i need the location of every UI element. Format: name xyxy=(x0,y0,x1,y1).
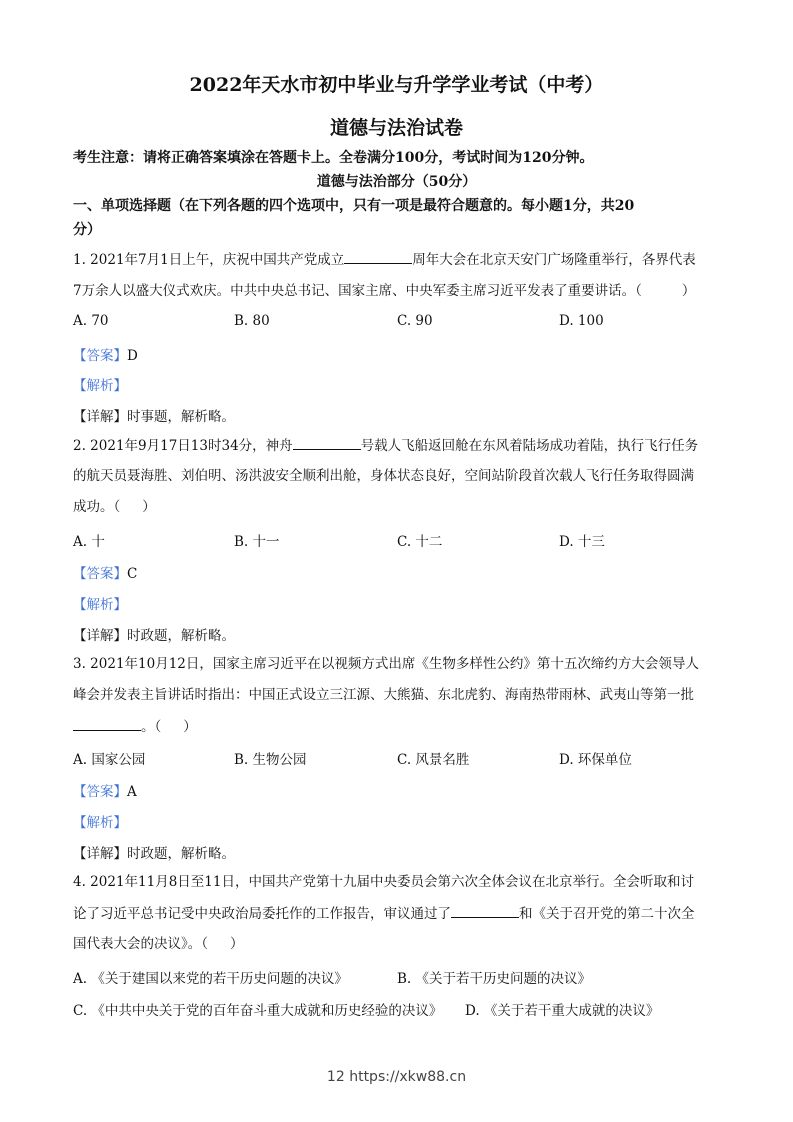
q1-option-b: B. 80 xyxy=(234,313,270,329)
q2-analysis: 【解析】 xyxy=(73,597,127,613)
question-2-line1: 2. 2021年9月17日13时34分，神舟 号载人飞船返回舱在东风着陆场成功着陆，执行飞行任务 xyxy=(73,438,699,454)
exam-subtitle: 道德与法治试卷 xyxy=(329,117,463,139)
answer-blank xyxy=(73,717,141,731)
footer-url[interactable]: https://xkw88.cn xyxy=(349,1069,467,1085)
page-footer xyxy=(0,1069,793,1085)
answer-blank xyxy=(344,250,412,264)
q1-option-a: A. 70 xyxy=(73,313,109,329)
q3-answer: 【答案】A xyxy=(73,784,137,800)
q2-option-b: B. 十一 xyxy=(234,534,280,550)
question-2-line3: 成功。（ ） xyxy=(73,499,156,515)
question-3-line3: 。（ ） xyxy=(73,717,733,736)
question-4-line1: 4. 2021年11月8日至11日，中国共产党第十九届中央委员会第六次全体会议在北京举行。全会听取和讨 xyxy=(73,874,694,890)
question-4-line3: 国代表大会的决议》。（ ） xyxy=(73,936,244,952)
q4-option-d: D. 《关于若干重大成就的决议》 xyxy=(465,1003,660,1019)
q2-option-c: C. 十二 xyxy=(397,534,443,550)
q2-option-a: A. 十 xyxy=(73,534,105,550)
question-4-line2: 论了习近平总书记受中央政治局委托作的工作报告，审议通过了 和《关于召开党的第二十次全 xyxy=(73,906,695,922)
part-heading-line1: 一、单项选择题（在下列各题的四个选项中，只有一项是最符合题意的。每小题1分，共20 xyxy=(73,198,635,214)
answer-blank xyxy=(451,904,519,918)
q1-analysis: 【解析】 xyxy=(73,378,127,394)
exam-title: 2022年天水市初中毕业与升学学业考试（中考） xyxy=(189,74,604,96)
q3-detail: 【详解】时政题，解析略。 xyxy=(73,846,235,862)
q1-answer: 【答案】D xyxy=(73,348,138,364)
q1-option-c: C. 90 xyxy=(397,313,433,329)
q3-option-a: A. 国家公园 xyxy=(73,752,146,768)
q2-option-d: D. 十三 xyxy=(559,534,605,550)
q4-option-a: A. 《关于建国以来党的若干历史问题的决议》 xyxy=(73,971,348,987)
q3-option-d: D. 环保单位 xyxy=(559,752,632,768)
question-1-line1: 1. 2021年7月1日上午，庆祝中国共产党成立 周年大会在北京天安门广场隆重举行，各界代表 xyxy=(73,252,696,268)
q4-option-c: C. 《中共中央关于党的百年奋斗重大成就和历史经验的决议》 xyxy=(73,1003,443,1019)
answer-blank xyxy=(293,436,361,450)
q2-answer: 【答案】C xyxy=(73,566,138,582)
q3-option-c: C. 风景名胜 xyxy=(397,752,470,768)
q1-option-d: D. 100 xyxy=(559,313,604,329)
q3-option-b: B. 生物公园 xyxy=(234,752,307,768)
question-3-line2: 峰会并发表主旨讲话时指出：中国正式设立三江源、大熊猫、东北虎豹、海南热带雨林、武夷山等第一批 xyxy=(73,687,694,703)
q2-detail: 【详解】时政题，解析略。 xyxy=(73,628,235,644)
page-number: 12 xyxy=(326,1069,345,1085)
question-1-line2: 7万余人以盛大仪式欢庆。中共中央总书记、国家主席、中央军委主席习近平发表了重要讲话。（ ） xyxy=(73,283,696,299)
q3-analysis: 【解析】 xyxy=(73,815,127,831)
section-title: 道德与法治部分（50分） xyxy=(316,174,477,190)
q4-option-b: B. 《关于若干历史问题的决议》 xyxy=(397,971,592,987)
question-2-line2: 的航天员聂海胜、刘伯明、汤洪波安全顺利出舱，身体状态良好，空间站阶段首次载人飞行任务取得圆满 xyxy=(73,468,694,484)
q1-detail: 【详解】时事题，解析略。 xyxy=(73,409,235,425)
exam-notice: 考生注意：请将正确答案填涂在答题卡上。全卷满分100分，考试时间为120分钟。 xyxy=(73,150,594,166)
part-heading-line2: 分） xyxy=(73,222,101,238)
question-3-line1: 3. 2021年10月12日，国家主席习近平在以视频方式出席《生物多样性公约》第十五次缔约方大会领导人 xyxy=(73,656,699,672)
